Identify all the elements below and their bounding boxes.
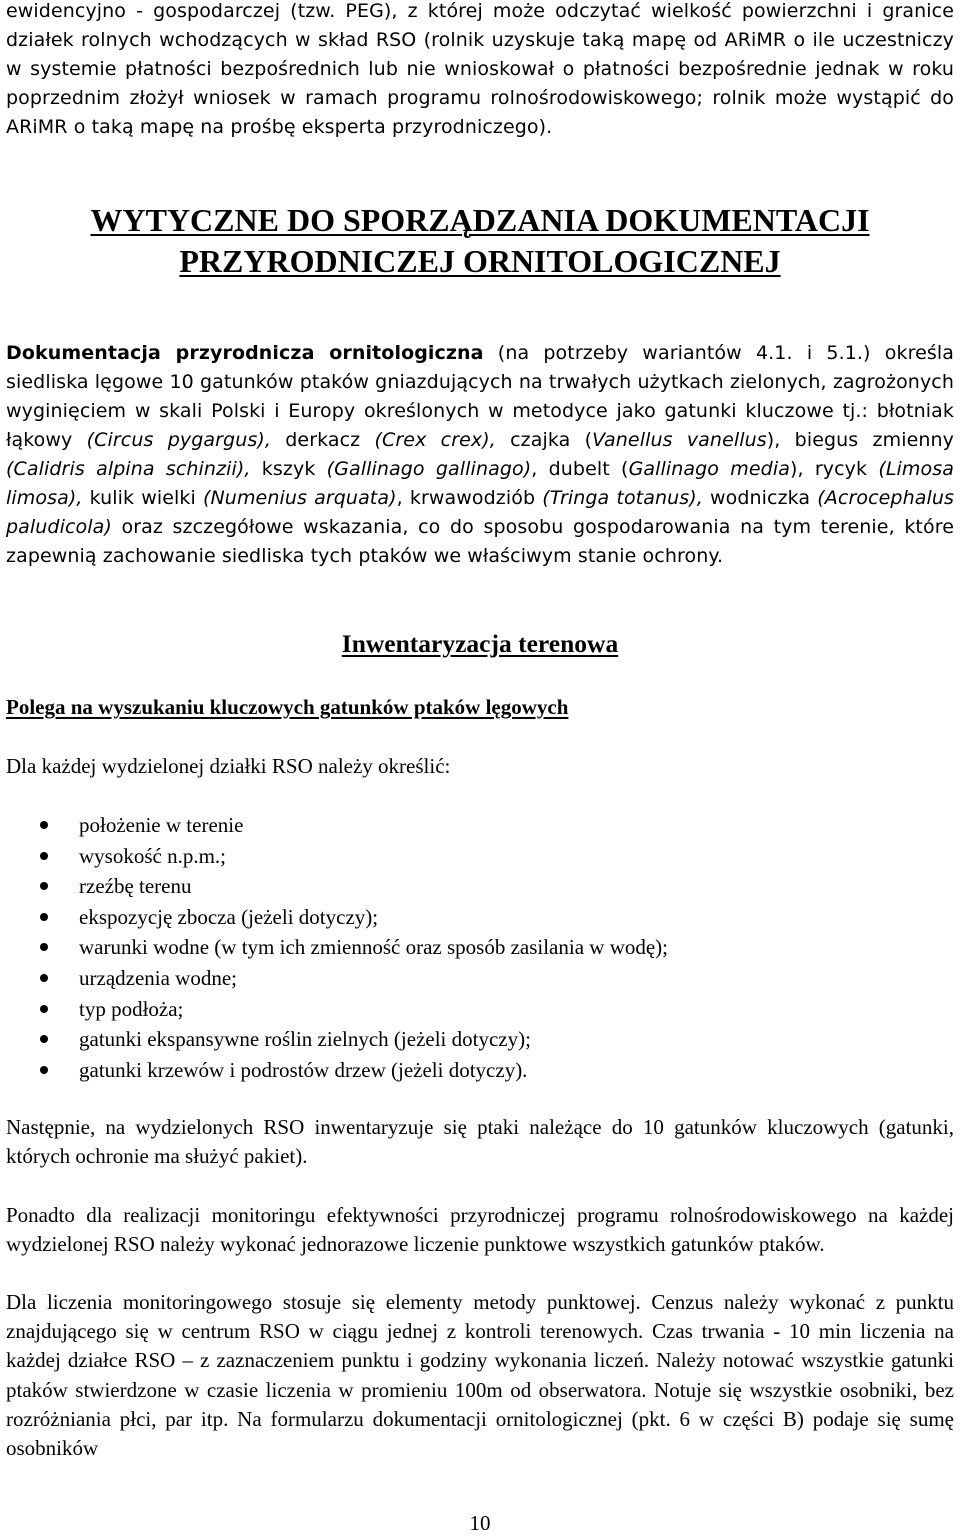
bullet-icon bbox=[40, 1035, 48, 1043]
bullet-icon bbox=[40, 882, 48, 890]
main-title bbox=[0, 200, 960, 282]
doc-text: ), rycyk bbox=[789, 458, 879, 480]
species-name: (Acrocephalus paludicola) bbox=[6, 487, 954, 538]
doc-text: oraz szczegółowe wskazania, co do sposobu gospodarowania na tym terenie, które zapewnią zachowanie siedliska tych ptaków we właściwym stanie ochrony. bbox=[6, 516, 954, 567]
doc-text: wodniczka bbox=[702, 487, 818, 509]
species-name: (Circus pygargus), bbox=[86, 429, 271, 451]
paragraph-peg: ewidencyjno - gospodarczej (tzw. PEG), z której może odczytać wielkość powierzchni i granice działek rolnych wchodzących w skład RSO (rolnik uzyskuje taką mapę od ARiMR o ile uczestniczy w systemie płatności bezpośrednich lub nie wnioskował o płatności bezpośrednie jednak w roku poprzednim złożył wniosek w ramach programu rolnośrodowiskowego; rolnik może wystąpić do ARiMR o taką mapę na prośbę eksperta przyrodniczego). bbox=[6, 0, 954, 138]
list-item bbox=[0, 841, 668, 872]
species-name: (Limosa limosa), bbox=[6, 458, 955, 509]
intro-line: Dla każdej wydzielonej działki RSO należy określić: bbox=[6, 754, 451, 778]
bullet-icon bbox=[40, 913, 48, 921]
list-item bbox=[0, 902, 668, 933]
species-name: Vanellus vanellus bbox=[592, 429, 767, 451]
paragraph-documentation bbox=[6, 339, 954, 571]
list-item bbox=[0, 810, 668, 841]
list-item bbox=[0, 1024, 668, 1055]
list-item bbox=[0, 1055, 668, 1086]
section-title: Inwentaryzacja terenowa bbox=[341, 629, 619, 658]
doc-lead: Dokumentacja przyrodnicza ornitologiczna bbox=[6, 342, 484, 364]
list-item-text: rzeźbę terenu bbox=[79, 874, 192, 899]
list-item bbox=[0, 871, 668, 902]
doc-text: kszyk bbox=[250, 458, 327, 480]
species-name: (Numenius arquata) bbox=[202, 487, 397, 509]
subsection-title: Polega na wyszukaniu kluczowych gatunków ptaków lęgowych bbox=[6, 695, 569, 719]
species-name: Gallinago media bbox=[628, 458, 790, 480]
list-item-text: wysokość n.p.m.; bbox=[79, 843, 226, 868]
doc-text: , dubelt ( bbox=[531, 458, 629, 480]
list-item bbox=[0, 932, 668, 963]
bullet-icon bbox=[40, 974, 48, 982]
bullet-icon bbox=[40, 1005, 48, 1013]
doc-text: (na potrzeby wariantów 4.1. i 5.1.) określa siedliska lęgowe 10 gatunków ptaków gniazdujących na trwałych użytkach zielonych, zagrożonych wyginięciem w skali Polski i Europy określonych w metodyce jako gatunki kluczowe tj.: błotniak łąkowy bbox=[6, 342, 954, 451]
list-item-text: typ podłoża; bbox=[79, 996, 184, 1021]
list-item bbox=[0, 994, 668, 1025]
species-name: (Tringa totanus), bbox=[542, 487, 703, 509]
list-item-text: położenie w terenie bbox=[79, 813, 244, 837]
requirements-list bbox=[0, 810, 668, 1085]
list-item-text: ekspozycję zbocza (jeżeli dotyczy); bbox=[79, 904, 379, 929]
list-item-text: gatunki ekspansywne roślin zielnych (jeżeli dotyczy); bbox=[79, 1027, 531, 1052]
main-title-line-1: WYTYCZNE DO SPORZĄDZANIA DOKUMENTACJI bbox=[90, 202, 870, 238]
list-item-text: gatunki krzewów i podrostów drzew (jeżeli dotyczy). bbox=[79, 1057, 528, 1082]
list-item-text: warunki wodne (w tym ich zmienność oraz sposób zasilania w wodę); bbox=[79, 935, 669, 960]
species-name: (Gallinago gallinago) bbox=[326, 458, 532, 480]
page-number: 10 bbox=[469, 1511, 491, 1535]
doc-text: ), biegus zmienny bbox=[766, 429, 955, 451]
bullet-icon bbox=[40, 943, 48, 951]
doc-text: , krwawodziób bbox=[396, 487, 543, 509]
list-item-text: urządzenia wodne; bbox=[79, 965, 238, 990]
paragraph-next: Następnie, na wydzielonych RSO inwentaryzuje się ptaki należące do 10 gatunków kluczowych (gatunki, których ochronie ma służyć pakiet). bbox=[6, 1115, 954, 1169]
doc-text: kulik wielki bbox=[82, 487, 203, 509]
list-item bbox=[0, 963, 668, 994]
bullet-icon bbox=[40, 1066, 48, 1074]
species-name: (Calidris alpina schinzii), bbox=[6, 458, 251, 480]
bullet-icon bbox=[40, 852, 48, 860]
main-title-line-2: PRZYRODNICZEJ ORNITOLOGICZNEJ bbox=[179, 243, 781, 279]
species-name: (Crex crex), bbox=[374, 429, 496, 451]
doc-text: czajka ( bbox=[495, 429, 593, 451]
paragraph-monitoring-2: Dla liczenia monitoringowego stosuje się elementy metody punktowej. Cenzus należy wykonać z punktu znajdującego się w centrum RSO w ciągu jednej z kontroli terenowych. Czas trwania - 10 min liczenia na każdej działce RSO – z zaznaczeniem punktu i godziny wykonania liczeń. Należy notować wszystkie gatunki ptaków stwierdzone w czasie liczenia w promieniu 100m od obserwatora. Notuje się wszystkie osobniki, bez rozróżniania płci, par itp. Na formularzu dokumentacji ornitologicznej (pkt. 6 w części B) podaje się sumę osobników bbox=[6, 1290, 954, 1461]
paragraph-monitoring-1: Ponadto dla realizacji monitoringu efektywności przyrodniczej programu rolnośrodowiskowego na każdej wydzielonej RSO należy wykonać jednorazowe liczenie punktowe wszystkich gatunków ptaków. bbox=[6, 1203, 954, 1257]
bullet-icon bbox=[40, 821, 48, 829]
doc-text: derkacz bbox=[271, 429, 375, 451]
